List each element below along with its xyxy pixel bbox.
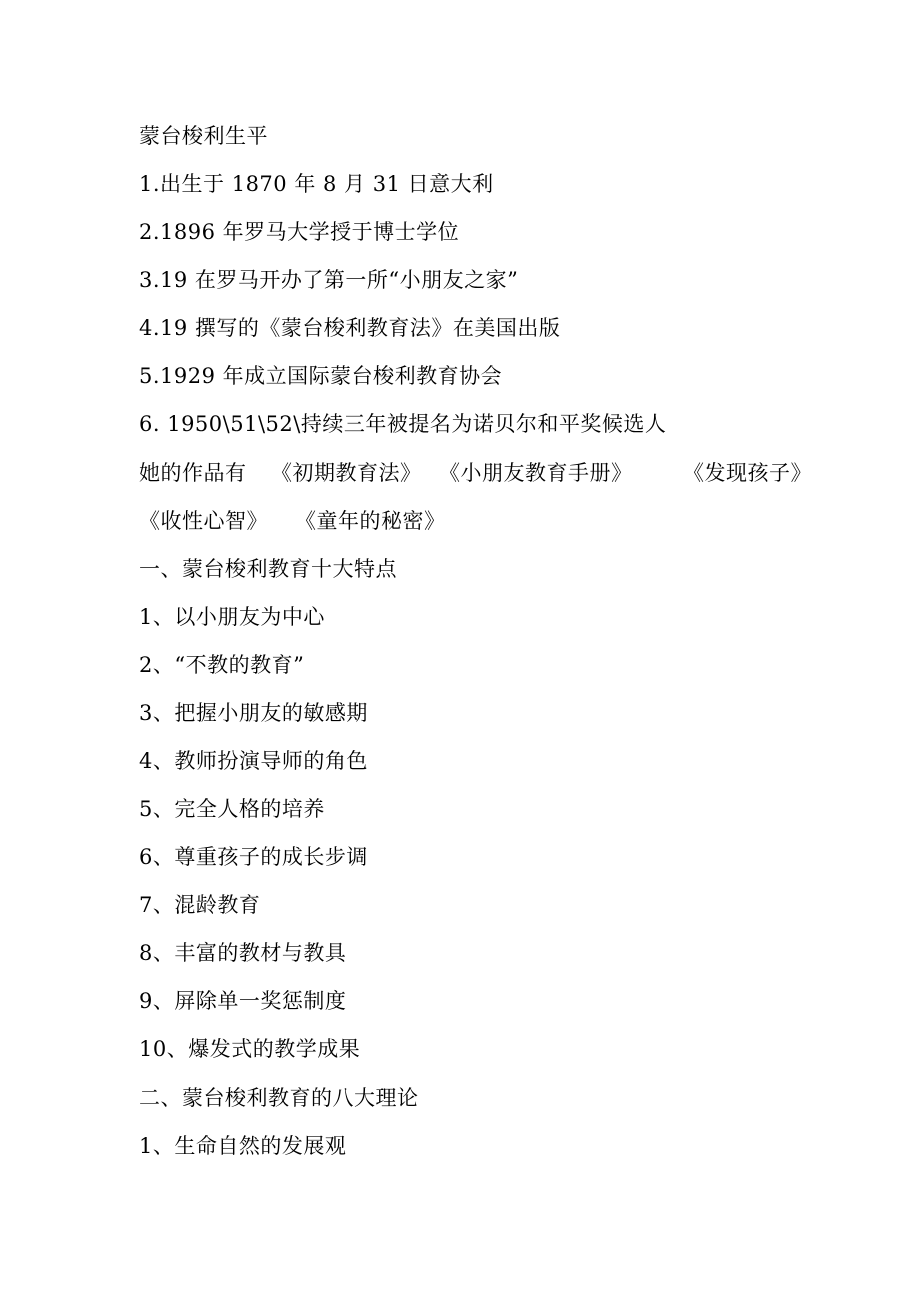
bio-line-3: 3.19 在罗马开办了第一所“小朋友之家” — [139, 268, 519, 292]
bio-line-5: 5.1929 年成立国际蒙台梭利教育协会 — [139, 364, 503, 388]
works-line-2 — [139, 507, 809, 535]
section1-item-4: 4、教师扮演导师的角色 — [139, 749, 368, 773]
work-title-3: 《发现孩子》 — [683, 461, 812, 485]
section1-item-7: 7、混龄教育 — [139, 893, 261, 917]
bio-line-2: 2.1896 年罗马大学授于博士学位 — [139, 220, 460, 244]
section1-item-3: 3、把握小朋友的敏感期 — [139, 701, 368, 725]
works-line — [139, 459, 812, 487]
work-title-4: 《收性心智》 — [139, 509, 268, 533]
bio-line-1: 1.出生于 1870 年 8 月 31 日意大利 — [139, 172, 494, 196]
section2-heading: 二、蒙台梭利教育的八大理论 — [139, 1086, 419, 1110]
work-title-2: 《小朋友教育手册》 — [439, 461, 633, 485]
section1-item-9: 9、屏除单一奖惩制度 — [139, 989, 347, 1013]
bio-line-6: 6. 1950\51\52\持续三年被提名为诺贝尔和平奖候选人 — [139, 412, 667, 436]
section1-item-5: 5、完全人格的培养 — [139, 797, 325, 821]
work-title-5: 《童年的秘密》 — [295, 509, 446, 533]
work-title-1: 《初期教育法》 — [271, 461, 422, 485]
section1-item-2: 2、“不教的教育” — [139, 653, 305, 677]
section1-item-8: 8、丰富的教材与教具 — [139, 941, 347, 965]
document-title: 蒙台梭利生平 — [139, 124, 268, 148]
section1-heading: 一、蒙台梭利教育十大特点 — [139, 557, 397, 581]
section1-item-1: 1、以小朋友为中心 — [139, 605, 325, 629]
section2-item-1: 1、生命自然的发展观 — [139, 1134, 347, 1158]
bio-line-4: 4.19 撰写的《蒙台梭利教育法》在美国出版 — [139, 316, 561, 340]
section1-item-10: 10、爆发式的教学成果 — [139, 1037, 361, 1061]
works-intro: 她的作品有 — [139, 461, 247, 485]
section1-item-6: 6、尊重孩子的成长步调 — [139, 845, 368, 869]
